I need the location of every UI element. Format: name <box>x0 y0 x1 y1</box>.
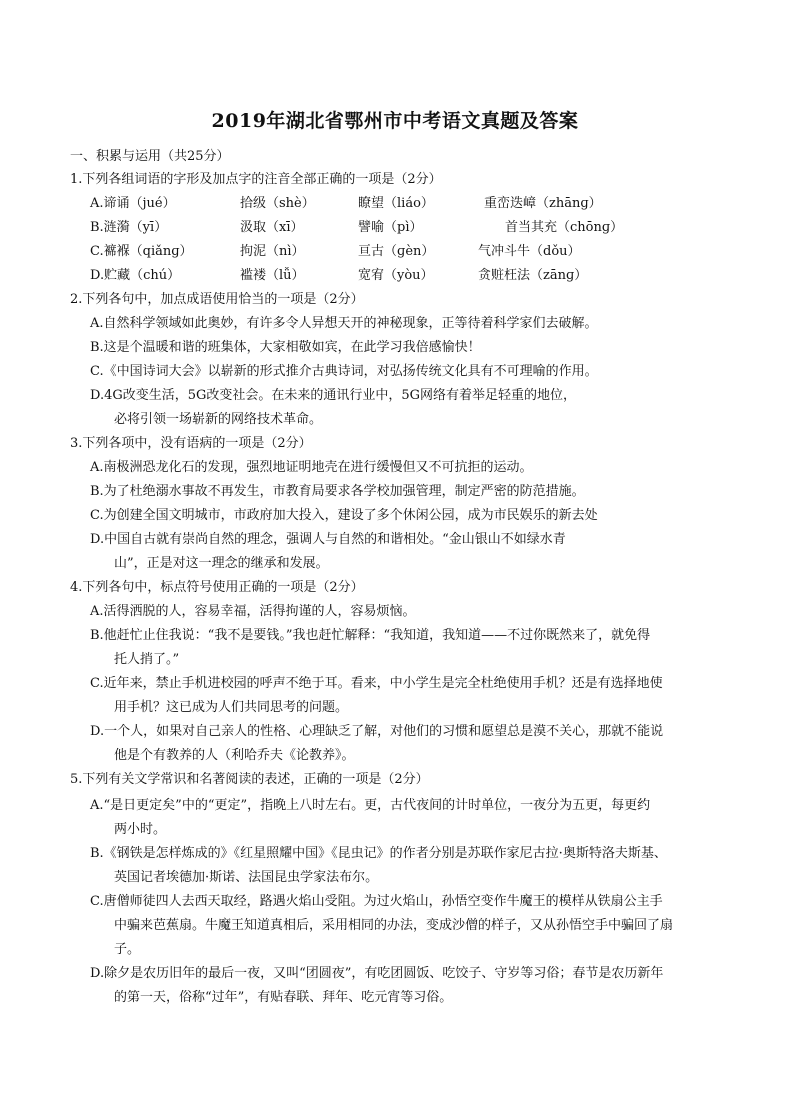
question-2-stem: 2.下列各句中，加点成语使用恰当的一项是（2分） <box>70 292 364 307</box>
q1-option-b-4: 首当其充（chōnɡ） <box>505 220 624 235</box>
q1-option-b-3: 譬喻（pì） <box>358 220 423 235</box>
q5-option-c-continued-2: 子。 <box>114 942 141 957</box>
q5-option-b: B.《钢铁是怎样炼成的》《红星照耀中国》《昆虫记》的作者分别是苏联作家尼古拉·奥斯特洛夫斯基、 <box>90 846 667 861</box>
q3-option-c: C.为创建全国文明城市，市政府加大投入，建设了多个休闲公园，成为市民娱乐的新去处 <box>90 508 598 523</box>
q1-option-a-4: 重峦迭嶂（zhānɡ） <box>484 196 602 211</box>
q4-option-a: A.活得洒脱的人，容易幸福，活得拘谨的人，容易烦恼。 <box>90 604 416 619</box>
q5-option-a: A.“是日更定矣”中的“更定”，指晚上八时左右。更，古代夜间的计时单位，一夜分为五更，每更约 <box>90 798 651 813</box>
question-3-stem: 3.下列各项中，没有语病的一项是（2分） <box>70 436 312 451</box>
q5-option-d-continued: 的第一天，俗称“过年”，有贴春联、拜年、吃元宵等习俗。 <box>114 990 453 1005</box>
q4-option-d-continued: 他是个有教养的人（利哈乔夫《论教养》。 <box>114 748 355 763</box>
q4-option-b: B.他赶忙止住我说：“我不是要钱。”我也赶忙解释：“我知道，我知道——不过你既然来了，就免得 <box>90 628 651 643</box>
section-heading: 一、积累与运用（共25分） <box>70 149 230 164</box>
q4-option-c: C.近年来，禁止手机进校园的呼声不绝于耳。看来，中小学生是完全杜绝使用手机？还是有选择地使 <box>90 676 663 691</box>
q3-option-d: D.中国自古就有崇尚自然的理念，强调人与自然的和谐相处。“金山银山不如绿水青 <box>90 532 566 547</box>
q2-option-d: D.4G改变生活，5G改变社会。在未来的通讯行业中，5G网络有着举足轻重的地位， <box>90 388 577 403</box>
q2-option-d-continued: 必将引领一场崭新的网络技术革命。 <box>114 412 323 427</box>
q1-option-c-1: C.褯褓（qiǎnɡ） <box>90 244 193 259</box>
question-4-stem: 4.下列各句中，标点符号使用正确的一项是（2分） <box>70 580 364 595</box>
q5-option-b-continued: 英国记者埃德加·斯诺、法国昆虫学家法布尔。 <box>114 870 379 885</box>
q1-option-d-4: 贪赃枉法（zānɡ） <box>478 268 588 283</box>
q2-option-c: C.《中国诗词大会》以崭新的形式推介古典诗词，对弘扬传统文化具有不可理喻的作用。 <box>90 364 598 379</box>
q1-option-b-2: 汲取（xī） <box>240 220 304 235</box>
q5-option-c: C.唐僧师徒四人去西天取经，路遇火焰山受阻。为过火焰山，孙悟空变作牛魔王的模样从铁扇公主手 <box>90 894 663 909</box>
q5-option-c-continued-1: 中骗来芭蕉扇。牛魔王知道真相后，采用相同的办法，变成沙僧的样子，又从孙悟空手中骗回了扇 <box>114 918 674 933</box>
question-5-stem: 5.下列有关文学常识和名著阅读的表述，正确的一项是（2分） <box>70 772 429 787</box>
question-1-stem: 1.下列各组词语的字形及加点字的注音全部正确的一项是（2分） <box>70 172 442 187</box>
q1-option-c-2: 拘泥（nì） <box>240 244 305 259</box>
q1-option-d-3: 宽宥（yòu） <box>358 268 434 283</box>
q1-option-a-2: 拾级（shè） <box>240 196 315 211</box>
q4-option-b-continued: 托人捎了。” <box>114 652 180 667</box>
q5-option-a-continued: 两小时。 <box>114 822 167 837</box>
q4-option-c-continued: 用手机？这已成为人们共同思考的问题。 <box>114 700 349 715</box>
q1-option-d-1: D.贮藏（chú） <box>90 268 181 283</box>
q2-option-a: A.自然科学领域如此奥妙，有许多令人异想天开的神秘现象，正等待着科学家们去破解。 <box>90 316 598 331</box>
q1-option-c-3: 亘古（ɡèn） <box>358 244 435 259</box>
q3-option-d-continued: 山”，正是对这一理念的继承和发展。 <box>114 556 329 571</box>
q1-option-a-1: A.谛诵（jué） <box>90 196 176 211</box>
q1-option-d-2: 褴褛（lǚ） <box>240 268 305 283</box>
q1-option-b-1: B.涟漪（yī） <box>90 220 168 235</box>
q3-option-a: A.南极洲恐龙化石的发现，强烈地证明地壳在进行缓慢但又不可抗拒的运动。 <box>90 460 533 475</box>
q1-option-c-4: 气冲斗牛（dǒu） <box>478 244 581 259</box>
q3-option-b: B.为了杜绝溺水事故不再发生，市教育局要求各学校加强管理，制定严密的防范措施。 <box>90 484 585 499</box>
q2-option-b: B.这是个温暖和谐的班集体，大家相敬如宾，在此学习我倍感愉快！ <box>90 340 481 355</box>
page-title: 2019年湖北省鄂州市中考语文真题及答案 <box>211 110 579 132</box>
q5-option-d: D.除夕是农历旧年的最后一夜，又叫“团圆夜”，有吃团圆饭、吃饺子、守岁等习俗；春节是农历新年 <box>90 966 664 981</box>
q1-option-a-3: 瞭望（liáo） <box>358 196 434 211</box>
q4-option-d: D.一个人，如果对自己亲人的性格、心理缺乏了解，对他们的习惯和愿望总是漠不关心，那就不能说 <box>90 724 664 739</box>
